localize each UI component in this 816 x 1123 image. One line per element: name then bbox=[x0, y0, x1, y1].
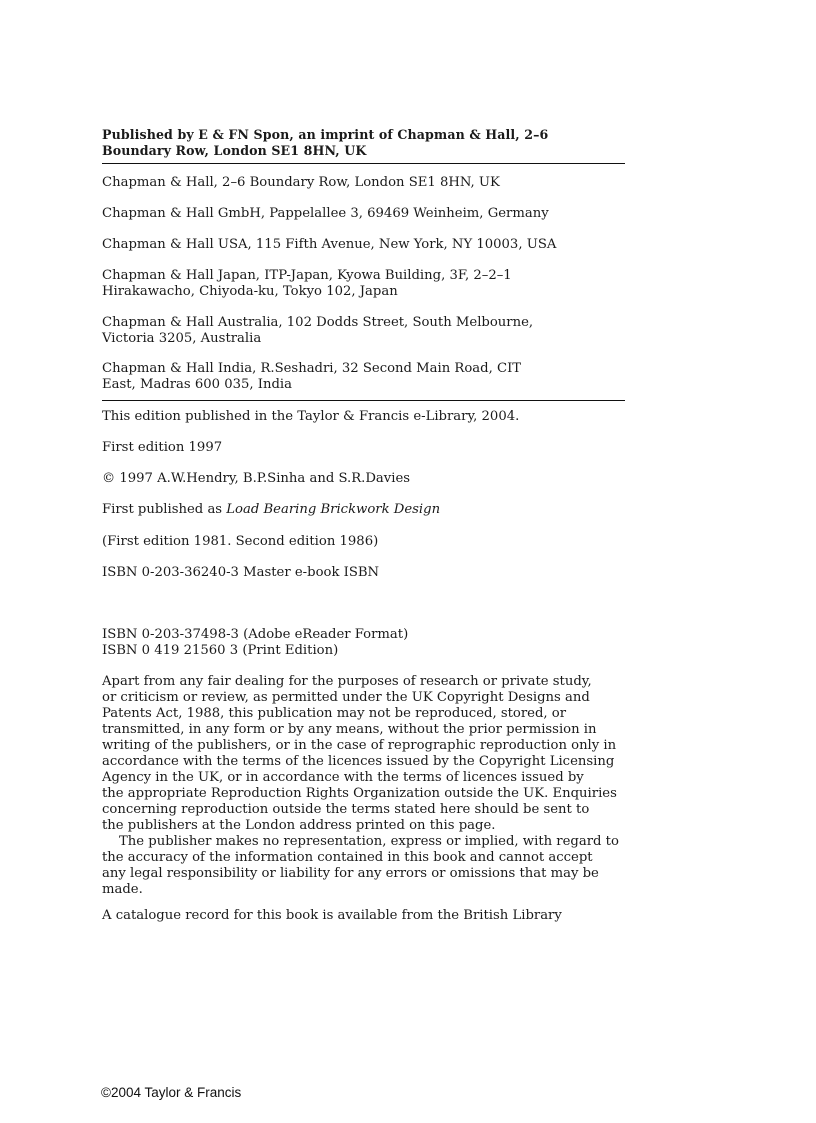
ebook-edition-note: This edition published in the Taylor & Francis e-Library, 2004. bbox=[102, 409, 520, 424]
address-line: Chapman & Hall India, R.Seshadri, 32 Second Main Road, CIT bbox=[102, 361, 522, 376]
legal-line: concerning reproduction outside the terms stated here should be sent to bbox=[102, 802, 590, 817]
publisher-statement bbox=[102, 127, 625, 159]
address-australia bbox=[102, 315, 632, 347]
first-published-as bbox=[102, 502, 632, 518]
address-line: Victoria 3205, Australia bbox=[102, 331, 262, 346]
legal-line: transmitted, in any form or by any means, without the prior permission in bbox=[102, 722, 597, 737]
address-germany bbox=[102, 206, 632, 222]
legal-line: accordance with the terms of the licences issued by the Copyright Licensing bbox=[102, 754, 615, 769]
legal-line: the appropriate Reproduction Rights Organization outside the UK. Enquiries bbox=[102, 786, 617, 801]
legal-notice bbox=[102, 674, 632, 898]
address-line: Chapman & Hall Australia, 102 Dodds Street, South Melbourne, bbox=[102, 315, 534, 330]
publisher-line-2: Boundary Row, London SE1 8HN, UK bbox=[102, 143, 367, 158]
address-usa bbox=[102, 237, 632, 253]
publisher-line-1: Published by E & FN Spon, an imprint of Chapman & Hall, 2–6 bbox=[102, 127, 549, 142]
isbn-block bbox=[102, 627, 632, 659]
address-uk bbox=[102, 175, 632, 191]
isbn-adobe: ISBN 0-203-37498-3 (Adobe eReader Format) bbox=[102, 627, 409, 642]
address-line: East, Madras 600 035, India bbox=[102, 377, 293, 392]
top-rule bbox=[102, 163, 625, 164]
bottom-rule bbox=[102, 400, 625, 401]
legal-line: Patents Act, 1988, this publication may not be reproduced, stored, or bbox=[102, 706, 567, 721]
disclaimer-line: the accuracy of the information contained in this book and cannot accept bbox=[102, 850, 593, 865]
address-japan bbox=[102, 268, 632, 300]
legal-line: writing of the publishers, or in the case of reprographic reproduction only in bbox=[102, 738, 617, 753]
address-india bbox=[102, 361, 632, 393]
isbn-print: ISBN 0 419 21560 3 (Print Edition) bbox=[102, 643, 339, 658]
original-title: Load Bearing Brickwork Design bbox=[226, 502, 441, 517]
page-footer: ©2004 Taylor & Francis bbox=[101, 1085, 242, 1100]
first-published-prefix: First published as bbox=[102, 502, 227, 517]
disclaimer-line: any legal responsibility or liability for any errors or omissions that may be bbox=[102, 866, 599, 881]
legal-line: Agency in the UK, or in accordance with the terms of licences issued by bbox=[102, 770, 584, 785]
address-line: Chapman & Hall Japan, ITP-Japan, Kyowa Building, 3F, 2–2–1 bbox=[102, 268, 512, 283]
prior-editions: (First edition 1981. Second edition 1986) bbox=[102, 534, 379, 549]
disclaimer-line: made. bbox=[102, 882, 143, 897]
disclaimer-line: The publisher makes no representation, express or implied, with regard to bbox=[119, 834, 619, 849]
address-line: Chapman & Hall USA, 115 Fifth Avenue, New York, NY 10003, USA bbox=[102, 237, 557, 252]
catalogue-record: A catalogue record for this book is available from the British Library bbox=[102, 908, 562, 923]
address-line: Hirakawacho, Chiyoda-ku, Tokyo 102, Japan bbox=[102, 284, 398, 299]
legal-line: Apart from any fair dealing for the purposes of research or private study, bbox=[102, 674, 592, 689]
legal-line: the publishers at the London address printed on this page. bbox=[102, 818, 496, 833]
address-line: Chapman & Hall, 2–6 Boundary Row, London SE1 8HN, UK bbox=[102, 175, 500, 190]
copyright-notice: © 1997 A.W.Hendry, B.P.Sinha and S.R.Davies bbox=[102, 471, 411, 486]
isbn-master: ISBN 0-203-36240-3 Master e-book ISBN bbox=[102, 565, 380, 580]
legal-line: or criticism or review, as permitted under the UK Copyright Designs and bbox=[102, 690, 590, 705]
first-edition: First edition 1997 bbox=[102, 440, 223, 455]
address-line: Chapman & Hall GmbH, Pappelallee 3, 69469 Weinheim, Germany bbox=[102, 206, 549, 221]
